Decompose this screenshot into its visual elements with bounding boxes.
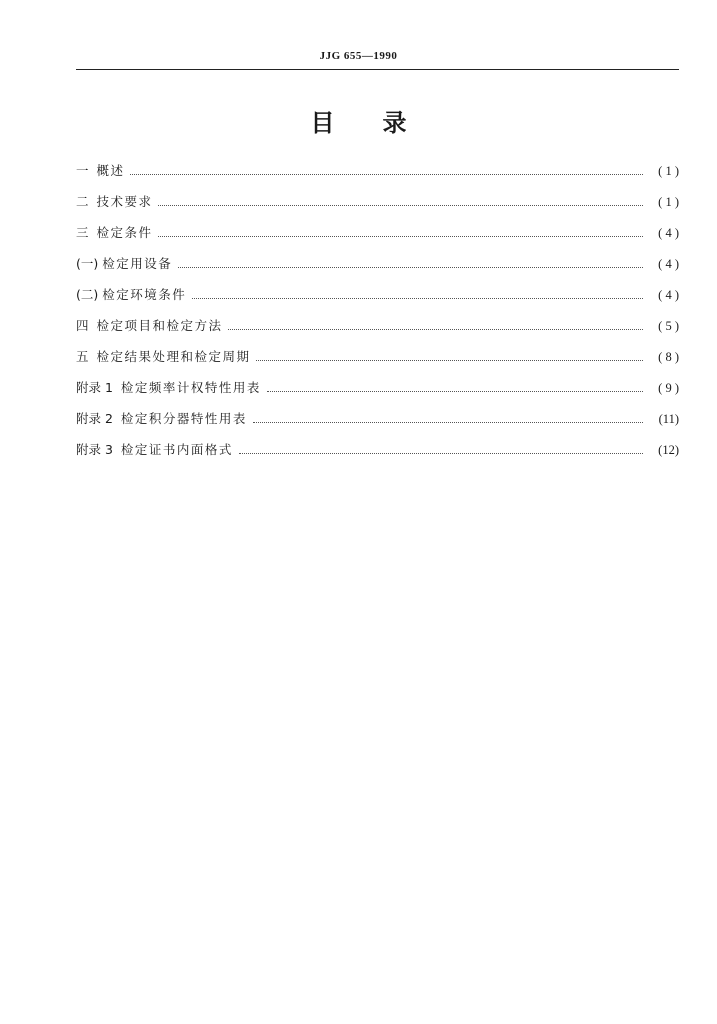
toc-dot-leader (158, 235, 643, 237)
toc-entry-text: 检定积分器特性用表 (120, 411, 247, 426)
toc-entry-page: ( 4 ) (658, 226, 679, 240)
toc-entry-page: ( 4 ) (658, 257, 679, 271)
toc-entry-page: ( 8 ) (658, 350, 679, 364)
toc-entry-page: ( 1 ) (658, 164, 679, 178)
toc-entry-number: 一 (76, 163, 97, 178)
toc-entry-number: (二) (76, 287, 103, 302)
toc-entry-text: 概述 (96, 163, 125, 178)
toc-dot-leader (228, 328, 643, 330)
toc-entry-text: 检定项目和检定方法 (96, 318, 223, 333)
toc-entry[interactable] (76, 349, 679, 380)
toc-list (76, 163, 679, 473)
toc-entry[interactable] (76, 411, 679, 442)
toc-entry-page: (11) (658, 412, 679, 426)
toc-entry-text: 检定频率计权特性用表 (120, 380, 261, 395)
toc-entry-number: (一) (76, 256, 103, 271)
toc-entry[interactable] (76, 163, 679, 194)
toc-entry-number: 五 (76, 349, 97, 364)
toc-entry-number: 三 (76, 225, 97, 240)
toc-entry-text: 检定证书内面格式 (120, 442, 233, 457)
toc-entry-text: 检定环境条件 (102, 287, 187, 302)
toc-dot-leader (178, 266, 643, 268)
toc-entry[interactable] (76, 256, 679, 287)
toc-entry-text: 检定结果处理和检定周期 (96, 349, 251, 364)
toc-entry-text: 检定用设备 (102, 256, 173, 271)
toc-entry-text: 检定条件 (96, 225, 153, 240)
toc-entry[interactable] (76, 194, 679, 225)
toc-entry-page: ( 9 ) (658, 381, 679, 395)
toc-entry-page: ( 5 ) (658, 319, 679, 333)
toc-entry[interactable] (76, 442, 679, 473)
page-header-code: JJG 655—1990 (319, 50, 398, 62)
toc-entry-number: 附录 1 (76, 380, 121, 395)
header-rule (76, 69, 679, 70)
toc-dot-leader (192, 297, 643, 299)
toc-entry-number: 附录 3 (76, 442, 121, 457)
toc-entry-page: ( 4 ) (658, 288, 679, 302)
toc-entry-page: (12) (658, 443, 679, 457)
toc-entry-text: 技术要求 (96, 194, 153, 209)
toc-entry[interactable] (76, 380, 679, 411)
toc-dot-leader (267, 390, 643, 392)
toc-entry[interactable] (76, 287, 679, 318)
toc-entry[interactable] (76, 225, 679, 256)
toc-entry-page: ( 1 ) (658, 195, 679, 209)
toc-dot-leader (256, 359, 643, 361)
toc-dot-leader (239, 452, 643, 454)
toc-entry-number: 二 (76, 194, 97, 209)
toc-dot-leader (253, 421, 643, 423)
toc-entry-number: 四 (76, 318, 97, 333)
toc-title: 目录 (310, 109, 455, 137)
toc-dot-leader (130, 173, 643, 175)
toc-entry[interactable] (76, 318, 679, 349)
toc-entry-number: 附录 2 (76, 411, 121, 426)
toc-dot-leader (158, 204, 643, 206)
